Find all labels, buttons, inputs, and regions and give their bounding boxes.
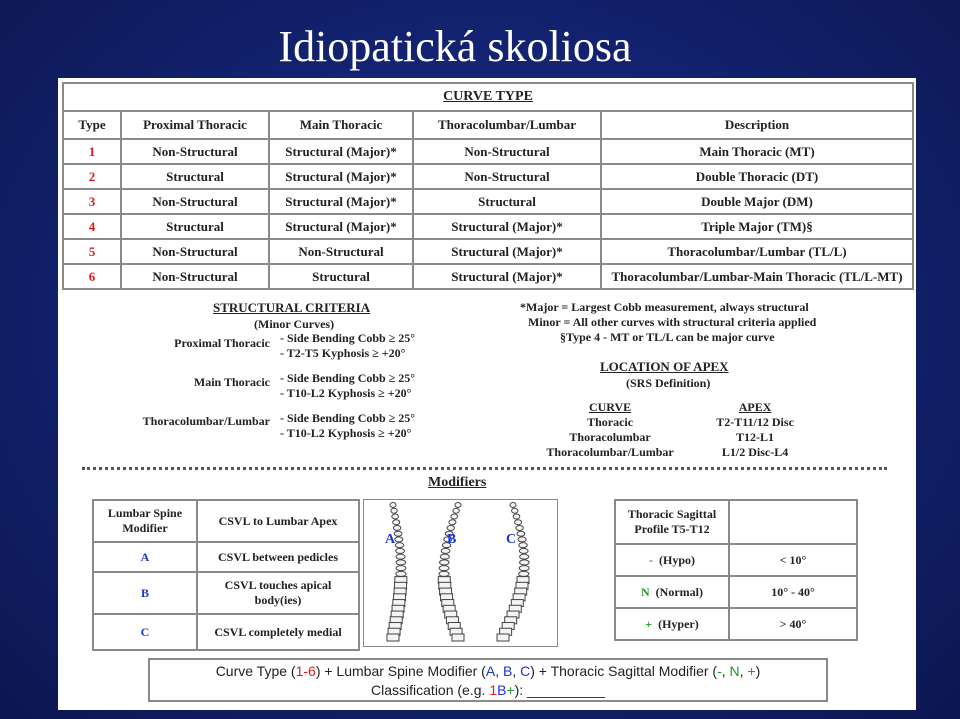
criteria-line: - Side Bending Cobb ≥ 25° [280,371,416,385]
cell-desc: Thoracolumbar/Lumbar-Main Thoracic (TL/L-MT) [601,264,913,289]
sagittal-head-blank [729,500,857,544]
cell-tl: Non-Structural [413,139,601,164]
lumbar-head-modifier: Lumbar Spine Modifier [93,500,197,542]
formula-mod-c: C [520,663,531,679]
col-type: Type [63,111,121,139]
criteria-line: - Side Bending Cobb ≥ 25° [280,411,416,425]
vertebra [451,514,458,519]
vertebra [455,503,461,508]
section-divider [82,467,887,470]
sagittal-range: 10° - 40° [729,576,857,608]
criteria-line: - Side Bending Cobb ≥ 25° [280,331,416,345]
note-minor: Minor = All other curves with structural criteria applied [528,315,817,329]
lumbar-desc: CSVL touches apical body(ies) [197,572,359,614]
vertebra [516,525,523,530]
sagittal-range: > 40° [729,608,857,640]
vertebra [439,571,449,576]
cell-tl: Structural (Major)* [413,214,601,239]
cell-tl: Structural [413,189,601,214]
criteria-line: - T2-T5 Kyphosis ≥ +20° [280,346,406,360]
col-main-thoracic: Main Thoracic [269,111,413,139]
vertebra [515,520,522,525]
vertebra [396,548,405,553]
formula-text: ) + Lumbar Spine Modifier ( [315,663,486,679]
cell-tl: Structural (Major)* [413,264,601,289]
table-row [63,239,913,264]
cell-mt: Structural (Major)* [269,214,413,239]
vertebra [513,514,520,519]
sagittal-head: Thoracic Sagittal Profile T5-T12 [615,500,729,544]
type-number: 2 [63,164,121,189]
note-major: *Major = Largest Cobb measurement, always structural [520,300,809,314]
apex-table [520,400,810,460]
criteria-values [280,371,415,401]
modifiers-heading: Modifiers [428,475,487,490]
lumbar-mod: C [93,614,197,650]
vertebra [447,525,454,530]
apex-location: T2-T11/12 Disc [716,415,794,429]
table-row [63,264,913,289]
vertebra [387,634,399,641]
sagittal-cell [615,608,729,640]
classification-panel [58,78,916,710]
classification-formula [148,658,828,702]
sagittal-symbol: N [641,584,650,599]
formula-text: Classification (e.g. [371,682,490,698]
criteria-label: Main Thoracic [193,375,270,389]
slide-title: Idiopatická skoliosa [278,22,632,71]
apex-subheading: (SRS Definition) [626,376,711,390]
vertebra [519,543,527,548]
vertebra [510,503,516,508]
spine-label-b: B [447,532,457,547]
cell-tl: Structural (Major)* [413,239,601,264]
table-row [520,445,810,460]
note-type4: §Type 4 - MT or TL/L can be major curve [560,330,775,344]
formula-blank: __________ [527,682,605,698]
sagittal-profile-table [614,499,858,641]
vertebra [453,508,459,513]
formula-text: Curve Type ( [215,663,296,679]
type-number: 5 [63,239,121,264]
vertebra [440,554,449,559]
table-row [63,139,913,164]
table-row [93,572,359,614]
vertebra [519,566,529,571]
cell-pt: Non-Structural [121,189,269,214]
vertebra [440,560,449,565]
structural-criteria-heading: STRUCTURAL CRITERIA [213,300,371,315]
formula-sag-plus: + [747,663,756,679]
curve-type-table [62,82,914,290]
formula-mod-b: B [502,663,513,679]
sagittal-name: (Hypo) [659,552,695,567]
sagittal-symbol: - [649,552,653,567]
table-row [520,430,810,445]
notes [520,300,816,345]
lumbar-desc: CSVL completely medial [197,614,359,650]
formula-text: ) + Thoracic Sagittal Modifier ( [530,663,718,679]
vertebra [517,531,525,536]
vertebra [439,566,449,571]
vertebra [519,548,528,553]
vertebra [393,520,400,525]
lumbar-modifier-table [92,499,360,651]
table-row [63,214,913,239]
vertebra [519,571,529,576]
criteria-values [280,411,415,441]
formula-example-type: 1 [489,682,498,698]
sagittal-range: < 10° [729,544,857,576]
type-number: 6 [63,264,121,289]
vertebra [392,514,399,519]
vertebra [520,554,529,559]
vertebra [518,537,526,542]
cell-desc: Thoracolumbar/Lumbar (TL/L) [601,239,913,264]
cell-mt: Structural [269,264,413,289]
sagittal-name: (Hyper) [658,616,699,631]
apex-location: T12-L1 [736,430,775,444]
cell-desc: Main Thoracic (MT) [601,139,913,164]
table-row [520,415,810,430]
criteria-line: - T10-L2 Kyphosis ≥ +20° [280,386,412,400]
vertebra [396,571,406,576]
col-proximal-thoracic: Proximal Thoracic [121,111,269,139]
table-row [615,576,857,608]
cell-desc: Double Thoracic (DT) [601,164,913,189]
cell-mt: Non-Structural [269,239,413,264]
formula-type-range: 1-6 [295,663,316,679]
cell-pt: Structural [121,164,269,189]
criteria-line: - T10-L2 Kyphosis ≥ +20° [280,426,412,440]
table-row [93,542,359,572]
sagittal-symbol: + [645,616,653,631]
type-number: 4 [63,214,121,239]
curve-type-heading: CURVE TYPE [63,83,913,111]
vertebra [512,508,518,513]
lumbar-head-csvl: CSVL to Lumbar Apex [197,500,359,542]
cell-pt: Non-Structural [121,239,269,264]
cell-desc: Triple Major (TM)§ [601,214,913,239]
criteria-label: Thoracolumbar/Lumbar [142,414,270,428]
vertebra [391,508,397,513]
formula-example-mod: B [497,682,507,698]
vertebra [441,548,450,553]
lumbar-mod: B [93,572,197,614]
cell-mt: Structural (Major)* [269,189,413,214]
cell-mt: Structural (Major)* [269,139,413,164]
apex-col-curve: CURVE [588,400,632,414]
type-number: 3 [63,189,121,214]
criteria-label: Proximal Thoracic [174,336,270,350]
cell-tl: Non-Structural [413,164,601,189]
sagittal-cell [615,576,729,608]
vertebra [449,520,456,525]
vertebra [395,543,403,548]
cell-pt: Non-Structural [121,139,269,164]
table-row [615,544,857,576]
vertebra [394,531,402,536]
vertebra [390,503,396,508]
structural-criteria-subheading: (Minor Curves) [254,317,335,331]
vertebra [396,554,405,559]
vertebra [396,566,406,571]
formula-line-1: Curve Type (1-6) + Lumbar Spine Modifier (A, B, C) + Thoracic Sagittal Modifier (-, N, +) [215,663,761,679]
vertebra [393,525,400,530]
formula-example-sag: + [506,682,515,698]
table-row [63,189,913,214]
formula-text: ): [514,682,528,698]
criteria-values [280,331,415,361]
apex-curve: Thoracolumbar [569,430,651,444]
vertebra [497,634,509,641]
formula-text: ) [755,663,761,679]
apex-heading: LOCATION OF APEX [600,359,729,374]
col-thoracolumbar: Thoracolumbar/Lumbar [413,111,601,139]
type-number: 1 [63,139,121,164]
table-row [63,164,913,189]
cell-desc: Double Major (DM) [601,189,913,214]
vertebra [520,560,529,565]
spine-illustration [363,499,558,647]
apex-curve: Thoracic [587,415,634,429]
sagittal-name: (Normal) [655,584,703,599]
formula-mod-a: A [485,663,496,679]
lumbar-mod: A [93,542,197,572]
formula-line-2 [150,681,826,700]
col-description: Description [601,111,913,139]
cell-pt: Structural [121,214,269,239]
apex-curve: Thoracolumbar/Lumbar [546,445,674,459]
apex-col-apex: APEX [738,400,772,414]
cell-pt: Non-Structural [121,264,269,289]
sagittal-cell [615,544,729,576]
lumbar-desc: CSVL between pedicles [197,542,359,572]
apex-location: L1/2 Disc-L4 [721,445,789,459]
table-row [615,608,857,640]
table-row [93,614,359,650]
spine-label-a: A [385,532,396,547]
vertebra [452,634,464,641]
formula-sag-minus: - [717,663,722,679]
vertebra [395,537,403,542]
vertebra [396,560,405,565]
formula-sag-n: N [729,663,740,679]
spine-label-c: C [506,532,517,547]
cell-mt: Structural (Major)* [269,164,413,189]
